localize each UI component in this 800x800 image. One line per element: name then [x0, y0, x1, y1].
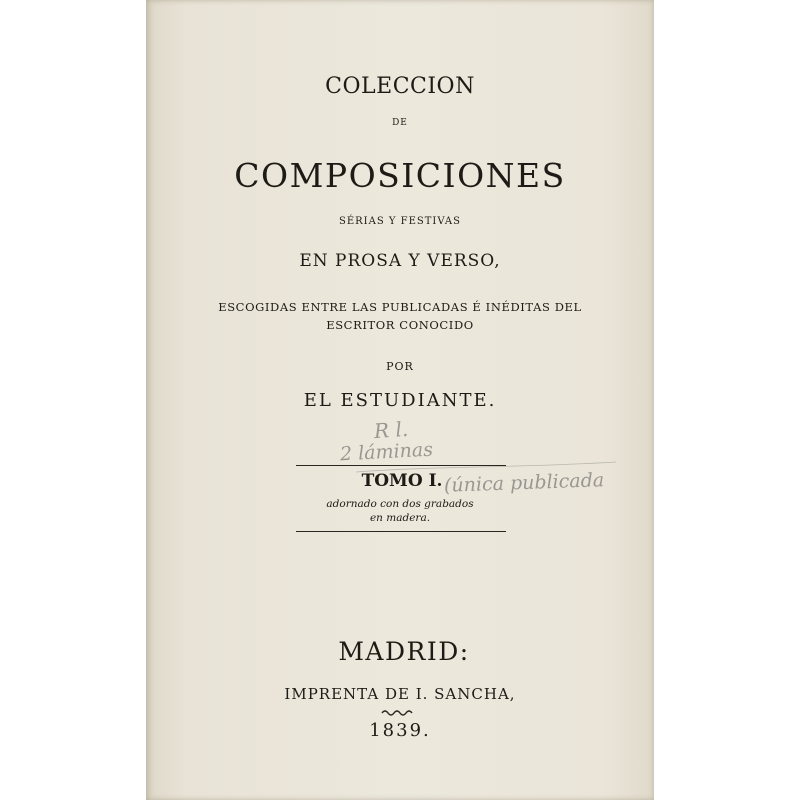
imprint-printer: IMPRENTA DE I. SANCHA, [284, 685, 516, 703]
main-title-composiciones: COMPOSICIONES [234, 156, 566, 195]
volume-number: TOMO I. [361, 471, 443, 491]
illustration-note-line-2: en madera. [369, 512, 431, 524]
pencil-scribble-icon [316, 410, 654, 520]
imprint-city: MADRID: [338, 637, 470, 666]
title-word-coleccion: COLECCION [325, 74, 475, 99]
title-page [146, 0, 654, 800]
pencil-note-2: 2 láminas [339, 438, 434, 466]
subtitle-serias-festivas: SÉRIAS Y FESTIVAS [339, 216, 461, 227]
rule-below-volume [296, 531, 506, 532]
subtitle-prosa-verso: EN PROSA Y VERSO, [299, 251, 501, 271]
pencil-note-3: (única publicada [443, 469, 605, 497]
wavy-ornament-icon [381, 708, 415, 716]
illustration-note-line-1: adornado con dos grabados [326, 498, 474, 510]
description-line-2: ESCRITOR CONOCIDO [326, 318, 474, 332]
author-name: EL ESTUDIANTE. [303, 390, 497, 411]
description-line-1: ESCOGIDAS ENTRE LAS PUBLICADAS É INÉDITAS DEL [218, 300, 582, 314]
title-word-de: DE [392, 118, 408, 128]
byline-por: POR [386, 360, 414, 373]
pencil-note-1: R l. [373, 416, 409, 444]
imprint-year: 1839. [369, 720, 431, 741]
